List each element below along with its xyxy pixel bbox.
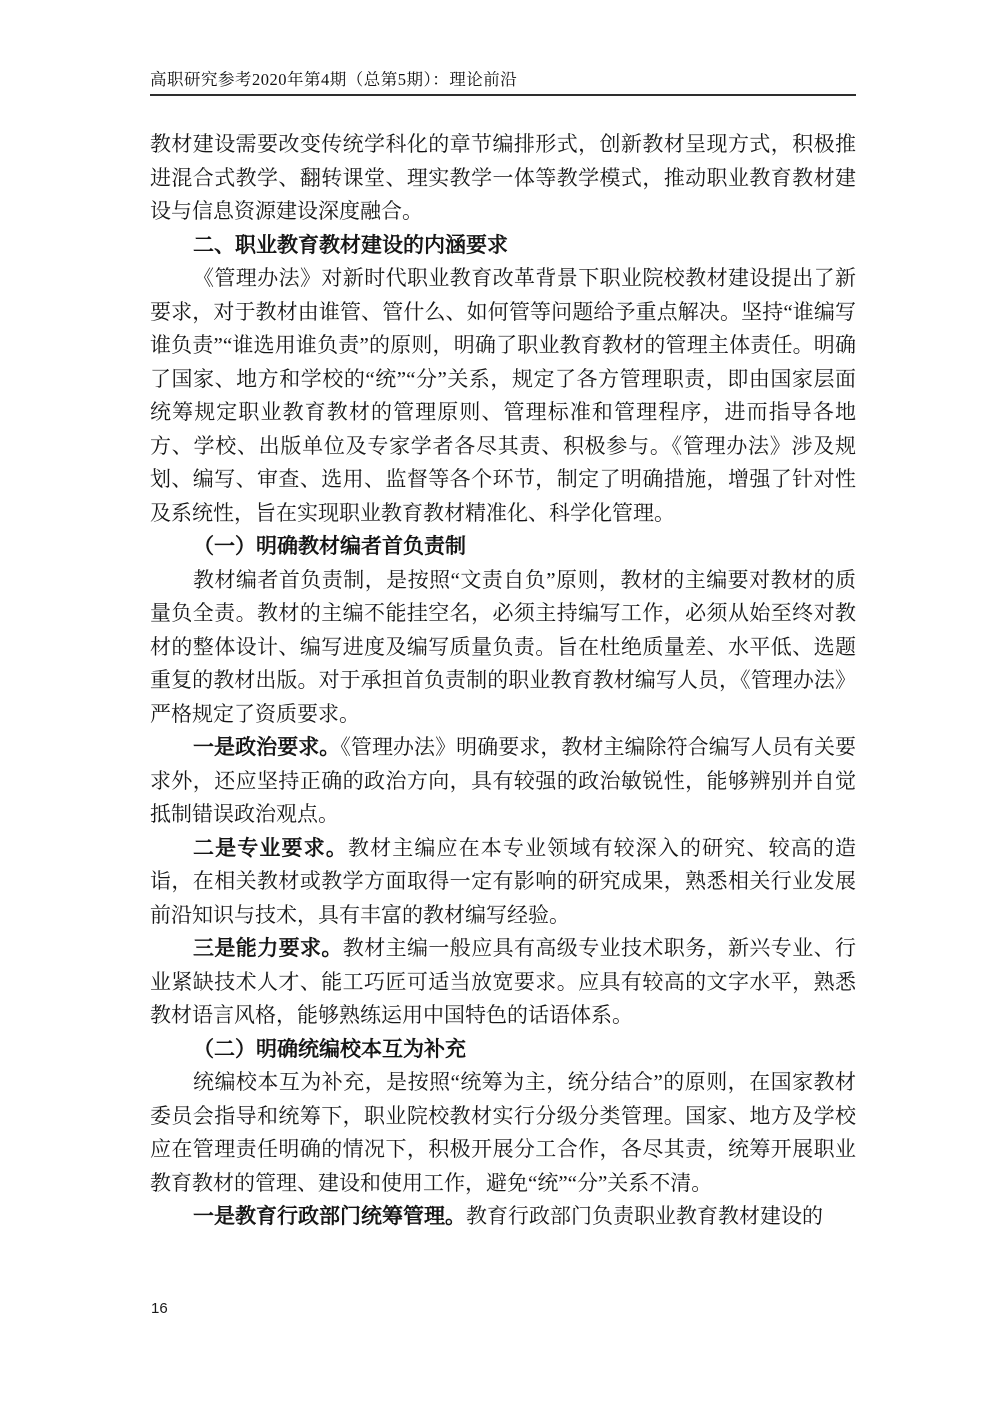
paragraph-text: 教材主编一般应具有高级专业技术职务，新兴专业、行业紧缺技术人才、能工巧匠可适当放宽要求。应具有较高的文字水平，熟悉教材语言风格，能够熟练运用中国特色的话语体系。 <box>150 936 857 1027</box>
body-paragraph <box>150 1066 856 1200</box>
heading-text: （一）明确教材编者首负责制 <box>193 534 466 558</box>
paragraph-text: 《管理办法》明确要求，教材主编除符合编写人员有关要求外，还应坚持正确的政治方向，具有较强的政治敏锐性，能够辨别并自觉抵制错误政治观点。 <box>150 735 857 826</box>
paragraph-text: 统编校本互为补充，是按照“统筹为主，统分结合”的原则，在国家教材委员会指导和统筹下，职业院校教材实行分级分类管理。国家、地方及学校应在管理责任明确的情况下，积极开展分工合作，各尽其责，统筹开展职业教育教材的管理、建设和使用工作，避免“统”“分”关系不清。 <box>150 1070 856 1195</box>
body-paragraph <box>150 731 856 832</box>
heading-text: （二）明确统编校本互为补充 <box>193 1036 466 1061</box>
paragraph-text: 教材主编应在本专业领域有较深入的研究、较高的造诣，在相关教材或教学方面取得一定有影响的研究成果，熟悉相关行业发展前沿知识与技术，具有丰富的教材编写经验。 <box>150 835 857 927</box>
body-paragraph <box>150 832 856 933</box>
header-rule <box>150 94 856 96</box>
section-heading <box>150 1033 856 1067</box>
paragraph-text: 教材编者首负责制，是按照“文责自负”原则，教材的主编要对教材的质量负全责。教材的主编不能挂空名，必须主持编写工作，必须从始至终对教材的整体设计、编写进度及编写质量负责。旨在杜绝质量差、水平低、选题重复的教材出版。对于承担首负责制的职业教育教材编写人员，《管理办法》严格规定了资质要求。 <box>150 567 856 726</box>
body-paragraph <box>150 1200 856 1234</box>
paragraph-lead-in: 一是教育行政部门统筹管理。 <box>193 1204 466 1228</box>
paragraph-lead-in: 三是能力要求。 <box>193 936 343 960</box>
heading-text: 二、职业教育教材建设的内涵要求 <box>193 232 508 257</box>
body-paragraph <box>150 564 856 732</box>
paragraph-text: 教育行政部门负责职业教育教材建设的 <box>466 1204 823 1228</box>
section-heading <box>150 229 856 263</box>
body-paragraph <box>150 262 856 530</box>
body-paragraph <box>150 128 856 229</box>
page-number: 16 <box>151 1300 168 1317</box>
body-paragraph <box>150 932 856 1033</box>
paragraph-text: 《管理办法》对新时代职业教育改革背景下职业院校教材建设提出了新要求，对于教材由谁管、管什么、如何管等问题给予重点解决。坚持“谁编写谁负责”“谁选用谁负责”的原则，明确了职业教育教材的管理主体责任。明确了国家、地方和学校的“统”“分”关系，规定了各方管理职责，即由国家层面统筹规定职业教育教材的管理原则、管理标准和管理程序，进而指导各地方、学校、出版单位及专家学者各尽其责、积极参与。《管理办法》涉及规划、编写、审查、选用、监督等各个环节，制定了明确措施，增强了针对性及系统性，旨在实现职业教育教材精准化、科学化管理。 <box>150 266 856 525</box>
section-heading <box>150 530 856 564</box>
document-body <box>150 128 856 1234</box>
paragraph-lead-in: 一是政治要求。 <box>193 735 341 759</box>
paragraph-lead-in: 二是专业要求。 <box>193 835 348 860</box>
paragraph-text: 教材建设需要改变传统学科化的章节编排形式，创新教材呈现方式，积极推进混合式教学、翻转课堂、理实教学一体等教学模式，推动职业教育教材建设与信息资源建设深度融合。 <box>150 132 856 223</box>
journal-header: 高职研究参考2020年第4期（总第5期）：理论前沿 <box>150 70 518 89</box>
